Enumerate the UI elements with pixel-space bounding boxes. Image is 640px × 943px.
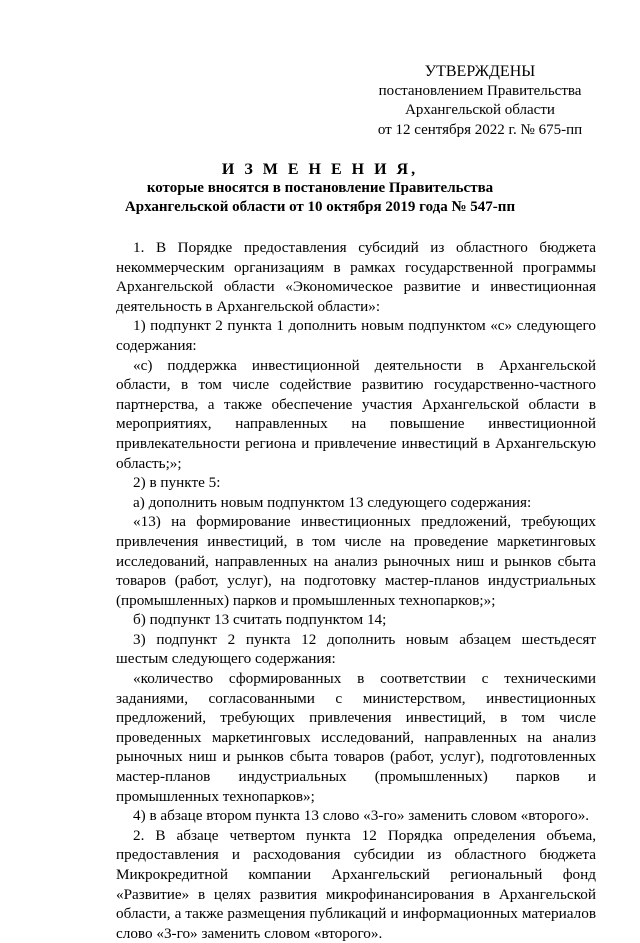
title-line-3: Архангельской области от 10 октября 2019 года № 547-пп [124, 199, 516, 215]
approval-stamp [376, 62, 584, 140]
paragraph: 4) в абзаце втором пункта 13 слово «3-го» заменить словом «второго». [133, 807, 590, 825]
document-title [60, 160, 580, 217]
title-line-1: И З М Е Н Е Н И Я, [221, 161, 419, 178]
paragraph: 3) подпункт 2 пункта 12 дополнить новым абзацем шестьдесят шестым следующего содержания: [116, 630, 596, 668]
title-line-2: которые вносятся в постановление Правительства [146, 180, 494, 196]
approval-line-1: постановлением Правительства [378, 82, 582, 99]
approval-heading: УТВЕРЖДЕНЫ [424, 63, 536, 80]
paragraph: «13) на формирование инвестиционных предложений, требующих привлечения инвестиций, в том числе на проведение маркетинговых исследований, направленных на анализ рыночных ниш и рынков сбыта товаров (работ, услуг), на подготовку мастер-планов индустриальных (промышленных) парков и промышленных технопарков;»; [116, 513, 596, 609]
paragraph: «количество сформированных в соответствии с техническими заданиями, согласованными с министерством, инвестиционных предложений, требующих привлечения инвестиций, в том числе проведенных маркетинговых исследований, направленных на анализ рыночных ниш и рынков сбыта товаров (работ, услуг), подготовленных мастер-планов индустриальных (промышленных) парков и промышленных технопарков»; [116, 670, 596, 805]
paragraph: 2. В абзаце четвертом пункта 12 Порядка определения объема, предоставления и расходования субсидии из областного бюджета Микрокредитной компании Архангельский региональный фонд «Развитие» в целях развития микрофинансирования в Архангельской области, а также размещения публикаций и информационных материалов слово «3-го» заменить словом «второго». [116, 826, 596, 942]
paragraph: «с) поддержка инвестиционной деятельности в Архангельской области, в том числе содействие развитию государственно-частного партнерства, а также обеспечение участия Архангельской области в мероприятиях, направленных на повышение инвестиционной привлекательности региона и привлечение инвестиций в Архангельскую область;»; [116, 356, 596, 472]
approval-line-3: от 12 сентября 2022 г. № 675-пп [377, 121, 583, 138]
paragraph: 2) в пункте 5: [133, 474, 221, 492]
paragraph: 1. В Порядке предоставления субсидий из областного бюджета некоммерческим организациям в рамках государственной программы Архангельской области «Экономическое развитие и инвестиционная деятельность в Архангельской области»: [116, 239, 596, 315]
approval-line-2: Архангельской области [405, 102, 555, 118]
paragraph: б) подпункт 13 считать подпунктом 14; [133, 611, 387, 629]
paragraph: 1) подпункт 2 пункта 1 дополнить новым подпунктом «с» следующего содержания: [116, 317, 596, 354]
paragraph: а) дополнить новым подпунктом 13 следующего содержания: [133, 493, 532, 511]
document-body [116, 238, 596, 943]
